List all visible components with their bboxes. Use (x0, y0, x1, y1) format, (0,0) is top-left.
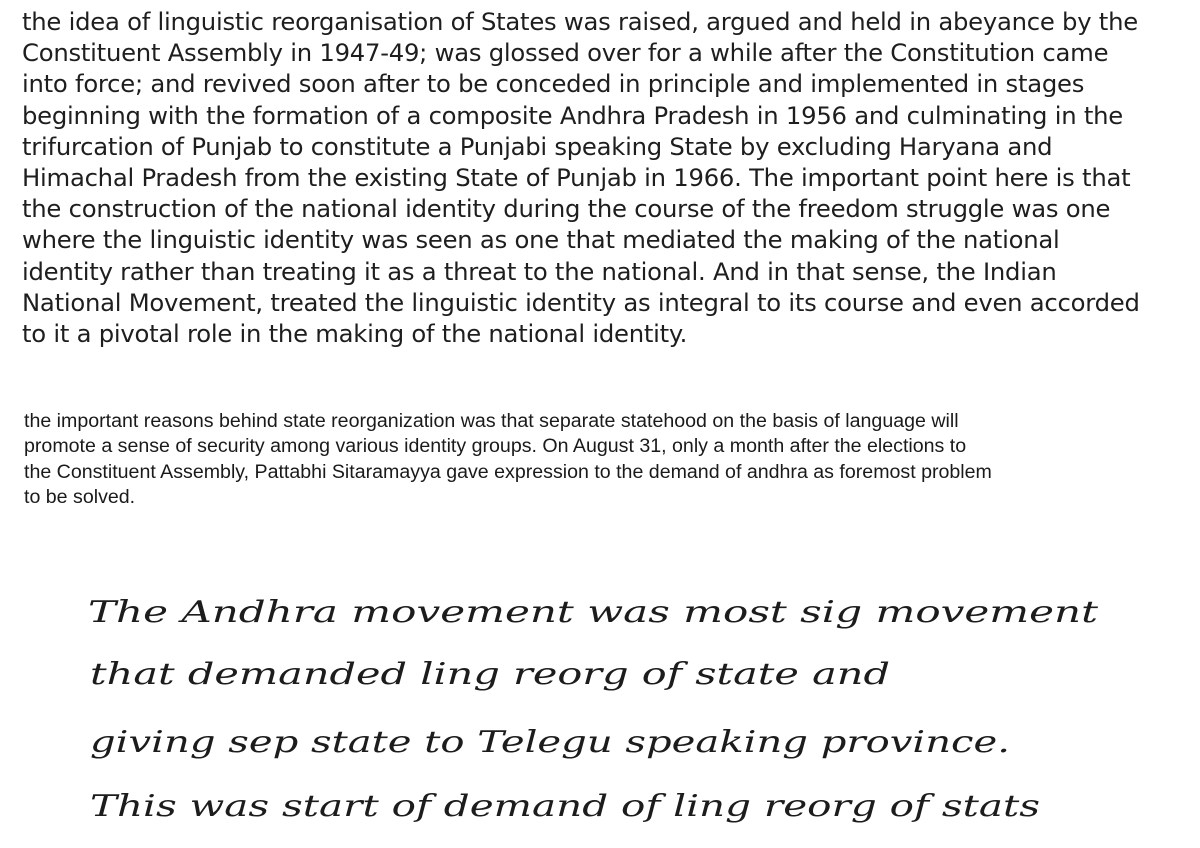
main-paragraph (22, 6, 1182, 349)
handwritten-line: The Andhra movement was most sig movement (88, 595, 1100, 630)
main-paragraph-line: to it a pivotal role in the making of the national identity. (22, 319, 688, 349)
second-paragraph-line: the Constituent Assembly, Pattabhi Sitaramayya gave expression to the demand of andhra as foremost problem (24, 460, 992, 483)
second-paragraph-line: promote a sense of security among various identity groups. On August 31, only a month after the elections to (24, 435, 967, 458)
handwritten-line: that demanded ling reorg of state and (90, 657, 890, 692)
handwritten-line: This was start of demand of ling reorg of stats (90, 789, 1040, 824)
main-paragraph-line: the construction of the national identity during the course of the freedom struggle was one (22, 194, 1111, 224)
handwritten-note (0, 570, 1200, 840)
main-paragraph-line: Himachal Pradesh from the existing State of Punjab in 1966. The important point here is that (22, 163, 1131, 193)
second-paragraph-line: the important reasons behind state reorganization was that separate statehood on the basis of language will (24, 410, 959, 432)
main-paragraph-line: into force; and revived soon after to be conceded in principle and implemented in stages (22, 69, 1085, 99)
main-paragraph-line: Constituent Assembly in 1947-49; was glossed over for a while after the Constitution came (22, 38, 1109, 68)
second-paragraph (24, 409, 1174, 511)
handwritten-line: giving sep state to Telegu speaking province. (90, 725, 1010, 760)
main-paragraph-line: the idea of linguistic reorganisation of States was raised, argued and held in abeyance by the (22, 7, 1138, 36)
main-paragraph-line: where the linguistic identity was seen as one that mediated the making of the national (22, 225, 1060, 255)
main-paragraph-line: National Movement, treated the linguistic identity as integral to its course and even accorded (22, 287, 1140, 317)
main-paragraph-line: beginning with the formation of a composite Andhra Pradesh in 1956 and culminating in the (22, 100, 1123, 130)
main-paragraph-line: trifurcation of Punjab to constitute a Punjabi speaking State by excluding Haryana and (22, 131, 1053, 161)
second-paragraph-line: to be solved. (24, 486, 136, 509)
main-paragraph-line: identity rather than treating it as a threat to the national. And in that sense, the Indian (22, 256, 1057, 286)
